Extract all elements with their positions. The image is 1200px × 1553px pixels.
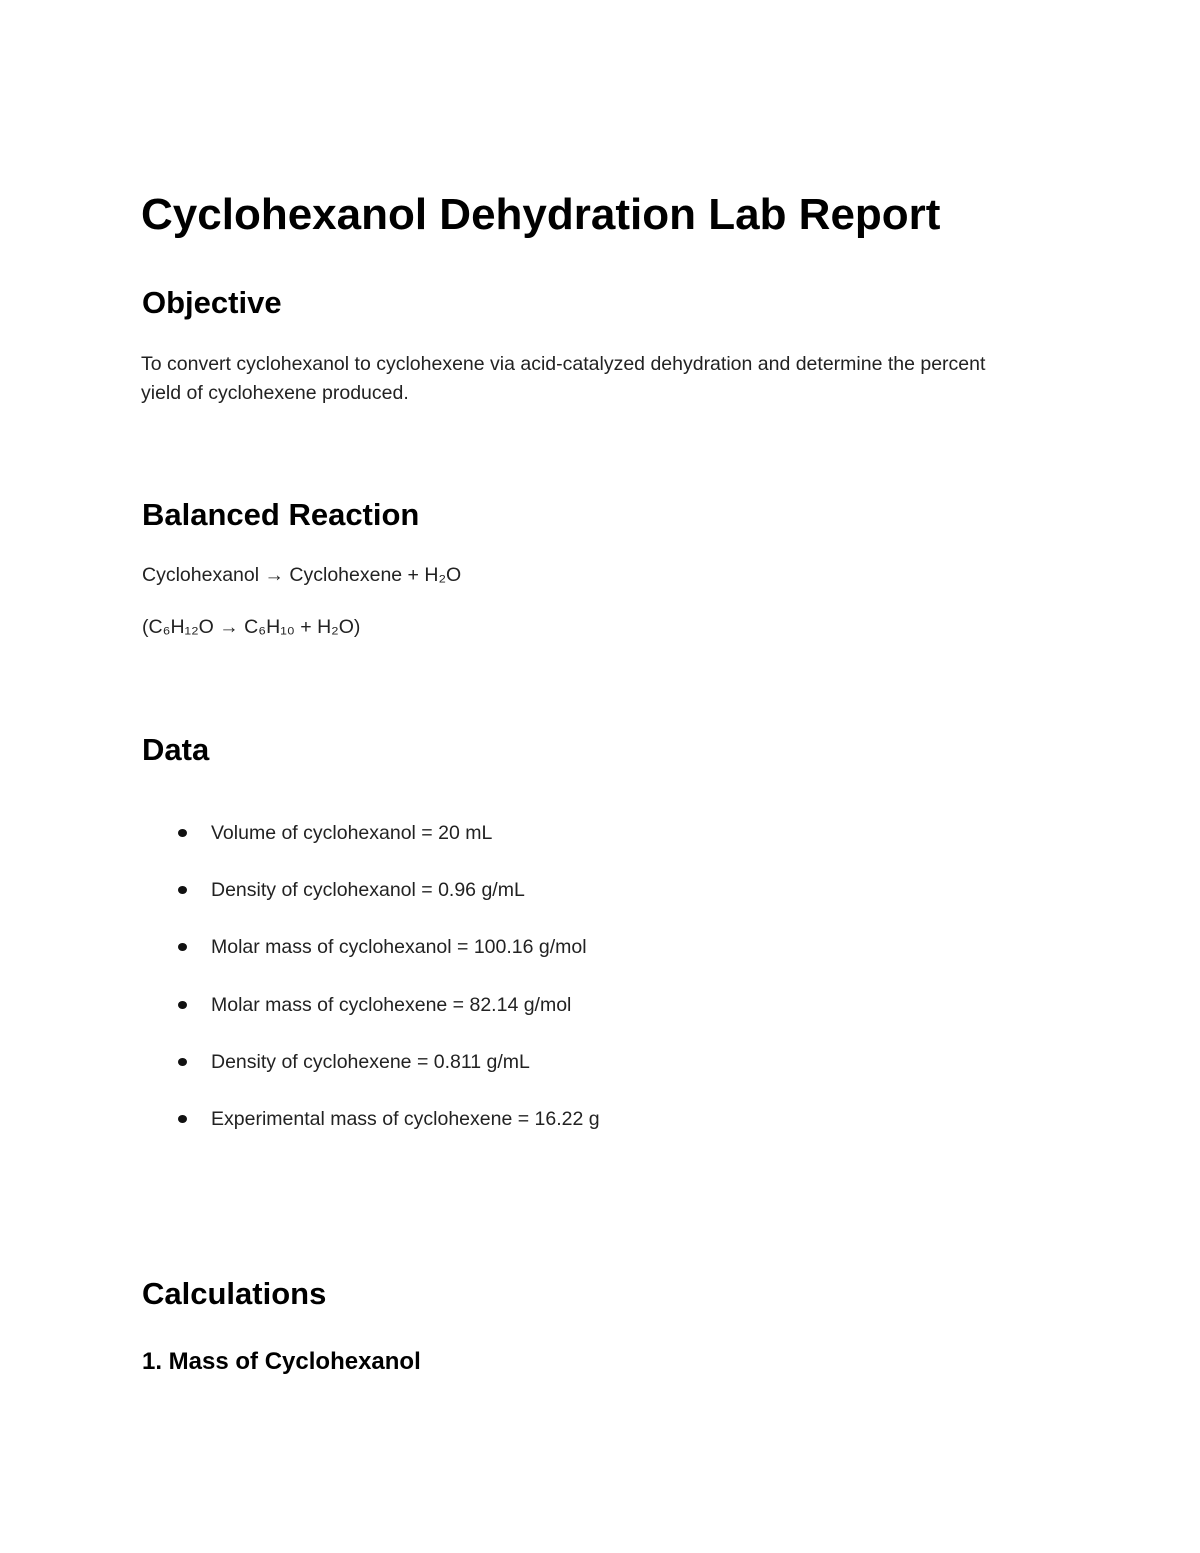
list-item-text: Volume of cyclohexanol = 20 mL bbox=[211, 822, 493, 844]
bullet-icon bbox=[178, 1058, 187, 1066]
objective-heading: Objective bbox=[142, 285, 282, 320]
reaction-equation-words: Cyclohexanol → Cyclohexene + H₂O bbox=[142, 564, 462, 586]
calculations-heading: Calculations bbox=[142, 1276, 327, 1311]
bullet-icon bbox=[178, 886, 187, 894]
data-heading: Data bbox=[142, 732, 210, 767]
objective-text: To convert cyclohexanol to cyclohexene via acid-catalyzed dehydration and determine the percent yield of cyclohexene produced. bbox=[141, 353, 986, 404]
reaction-equation-formula: (C₆H₁₂O → C₆H₁₀ + H₂O) bbox=[142, 616, 361, 638]
list-item-text: Molar mass of cyclohexene = 82.14 g/mol bbox=[211, 993, 572, 1016]
list-item-text: Density of cyclohexene = 0.811 g/mL bbox=[211, 1050, 530, 1073]
bullet-icon bbox=[178, 943, 187, 951]
mass-of-cyclohexanol-heading: 1. Mass of Cyclohexanol bbox=[142, 1348, 421, 1375]
list-item-text: Density of cyclohexanol = 0.96 g/mL bbox=[211, 879, 525, 902]
bullet-icon bbox=[178, 829, 187, 837]
balanced-reaction-heading: Balanced Reaction bbox=[142, 497, 420, 532]
list-item-text: Experimental mass of cyclohexene = 16.22 g bbox=[211, 1107, 600, 1130]
bullet-icon bbox=[178, 1001, 187, 1009]
list-item-text: Molar mass of cyclohexanol = 100.16 g/mol bbox=[211, 936, 587, 959]
bullet-icon bbox=[178, 1115, 187, 1123]
document-title: Cyclohexanol Dehydration Lab Report bbox=[141, 190, 941, 239]
